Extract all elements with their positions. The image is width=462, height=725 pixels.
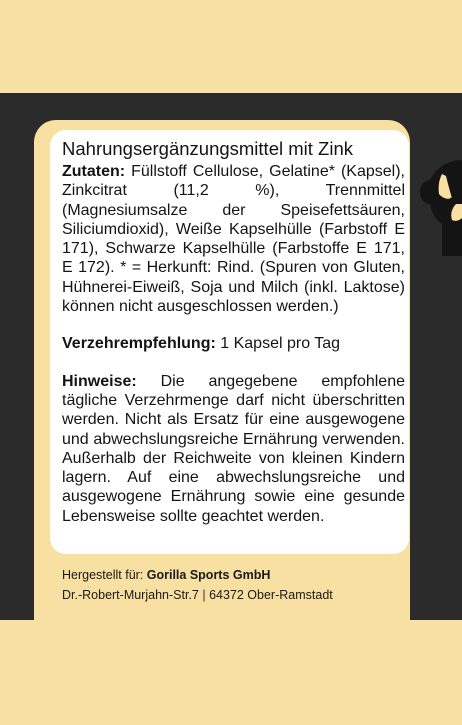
manufacturer-name: Gorilla Sports GmbH	[146, 568, 271, 582]
notes-paragraph	[62, 372, 405, 526]
dosage-label: Verzehrempfehlung:	[62, 335, 216, 353]
address-line	[62, 585, 392, 605]
gorilla-head-icon	[412, 158, 462, 258]
dosage-paragraph	[62, 334, 405, 353]
notes-label: Hinweise:	[62, 372, 137, 390]
dosage-text: 1 Kapsel pro Tag	[220, 335, 341, 353]
product-title: Nahrungsergänzungsmittel mit Zink	[62, 138, 353, 159]
manufacturer-prefix: Hergestellt für:	[62, 568, 144, 582]
manufacturer-street: Dr.-Robert-Murjahn-Str.7	[62, 588, 199, 602]
manufacturer-line	[62, 565, 392, 585]
ingredients-label: Zutaten:	[62, 163, 126, 180]
manufacturer-city: 64372 Ober-Ramstadt	[209, 588, 333, 602]
ingredients-paragraph	[62, 162, 405, 316]
ingredient-text-block	[62, 137, 405, 544]
manufacturer-info	[62, 565, 392, 605]
notes-text: Die angegebene empfohlene tägliche Verzehrmenge darf nicht überschritten werden. Nicht als Ersatz für eine ausgewogene und abwechslungsreiche Ernährung verwenden. Außerhalb der Reichweite von kleinen Kindern lagern. Auf eine abwechslungsreiche und ausgewogene Ernährung sowie eine gesunde Lebensweise sollte geachtet werden.	[62, 372, 405, 525]
address-separator: |	[202, 588, 206, 602]
ingredients-text: Füllstoff Cellulose, Gelatine* (Kapsel), Zinkcitrat (11,2 %), Trennmittel (Magnesiumsalze der Speisefettsäuren, Siliciumdioxid), Weiße Kapselhülle (Farbstoff E 171), Schwarze Kapselhülle (Farbstoffe E 171, E 172). * = Herkunft: Rind. (Spuren von Gluten, Hühnerei-Eiweiß, Soja und Milch (inkl. Laktose) können nicht ausgeschlossen werden.)	[62, 163, 405, 316]
